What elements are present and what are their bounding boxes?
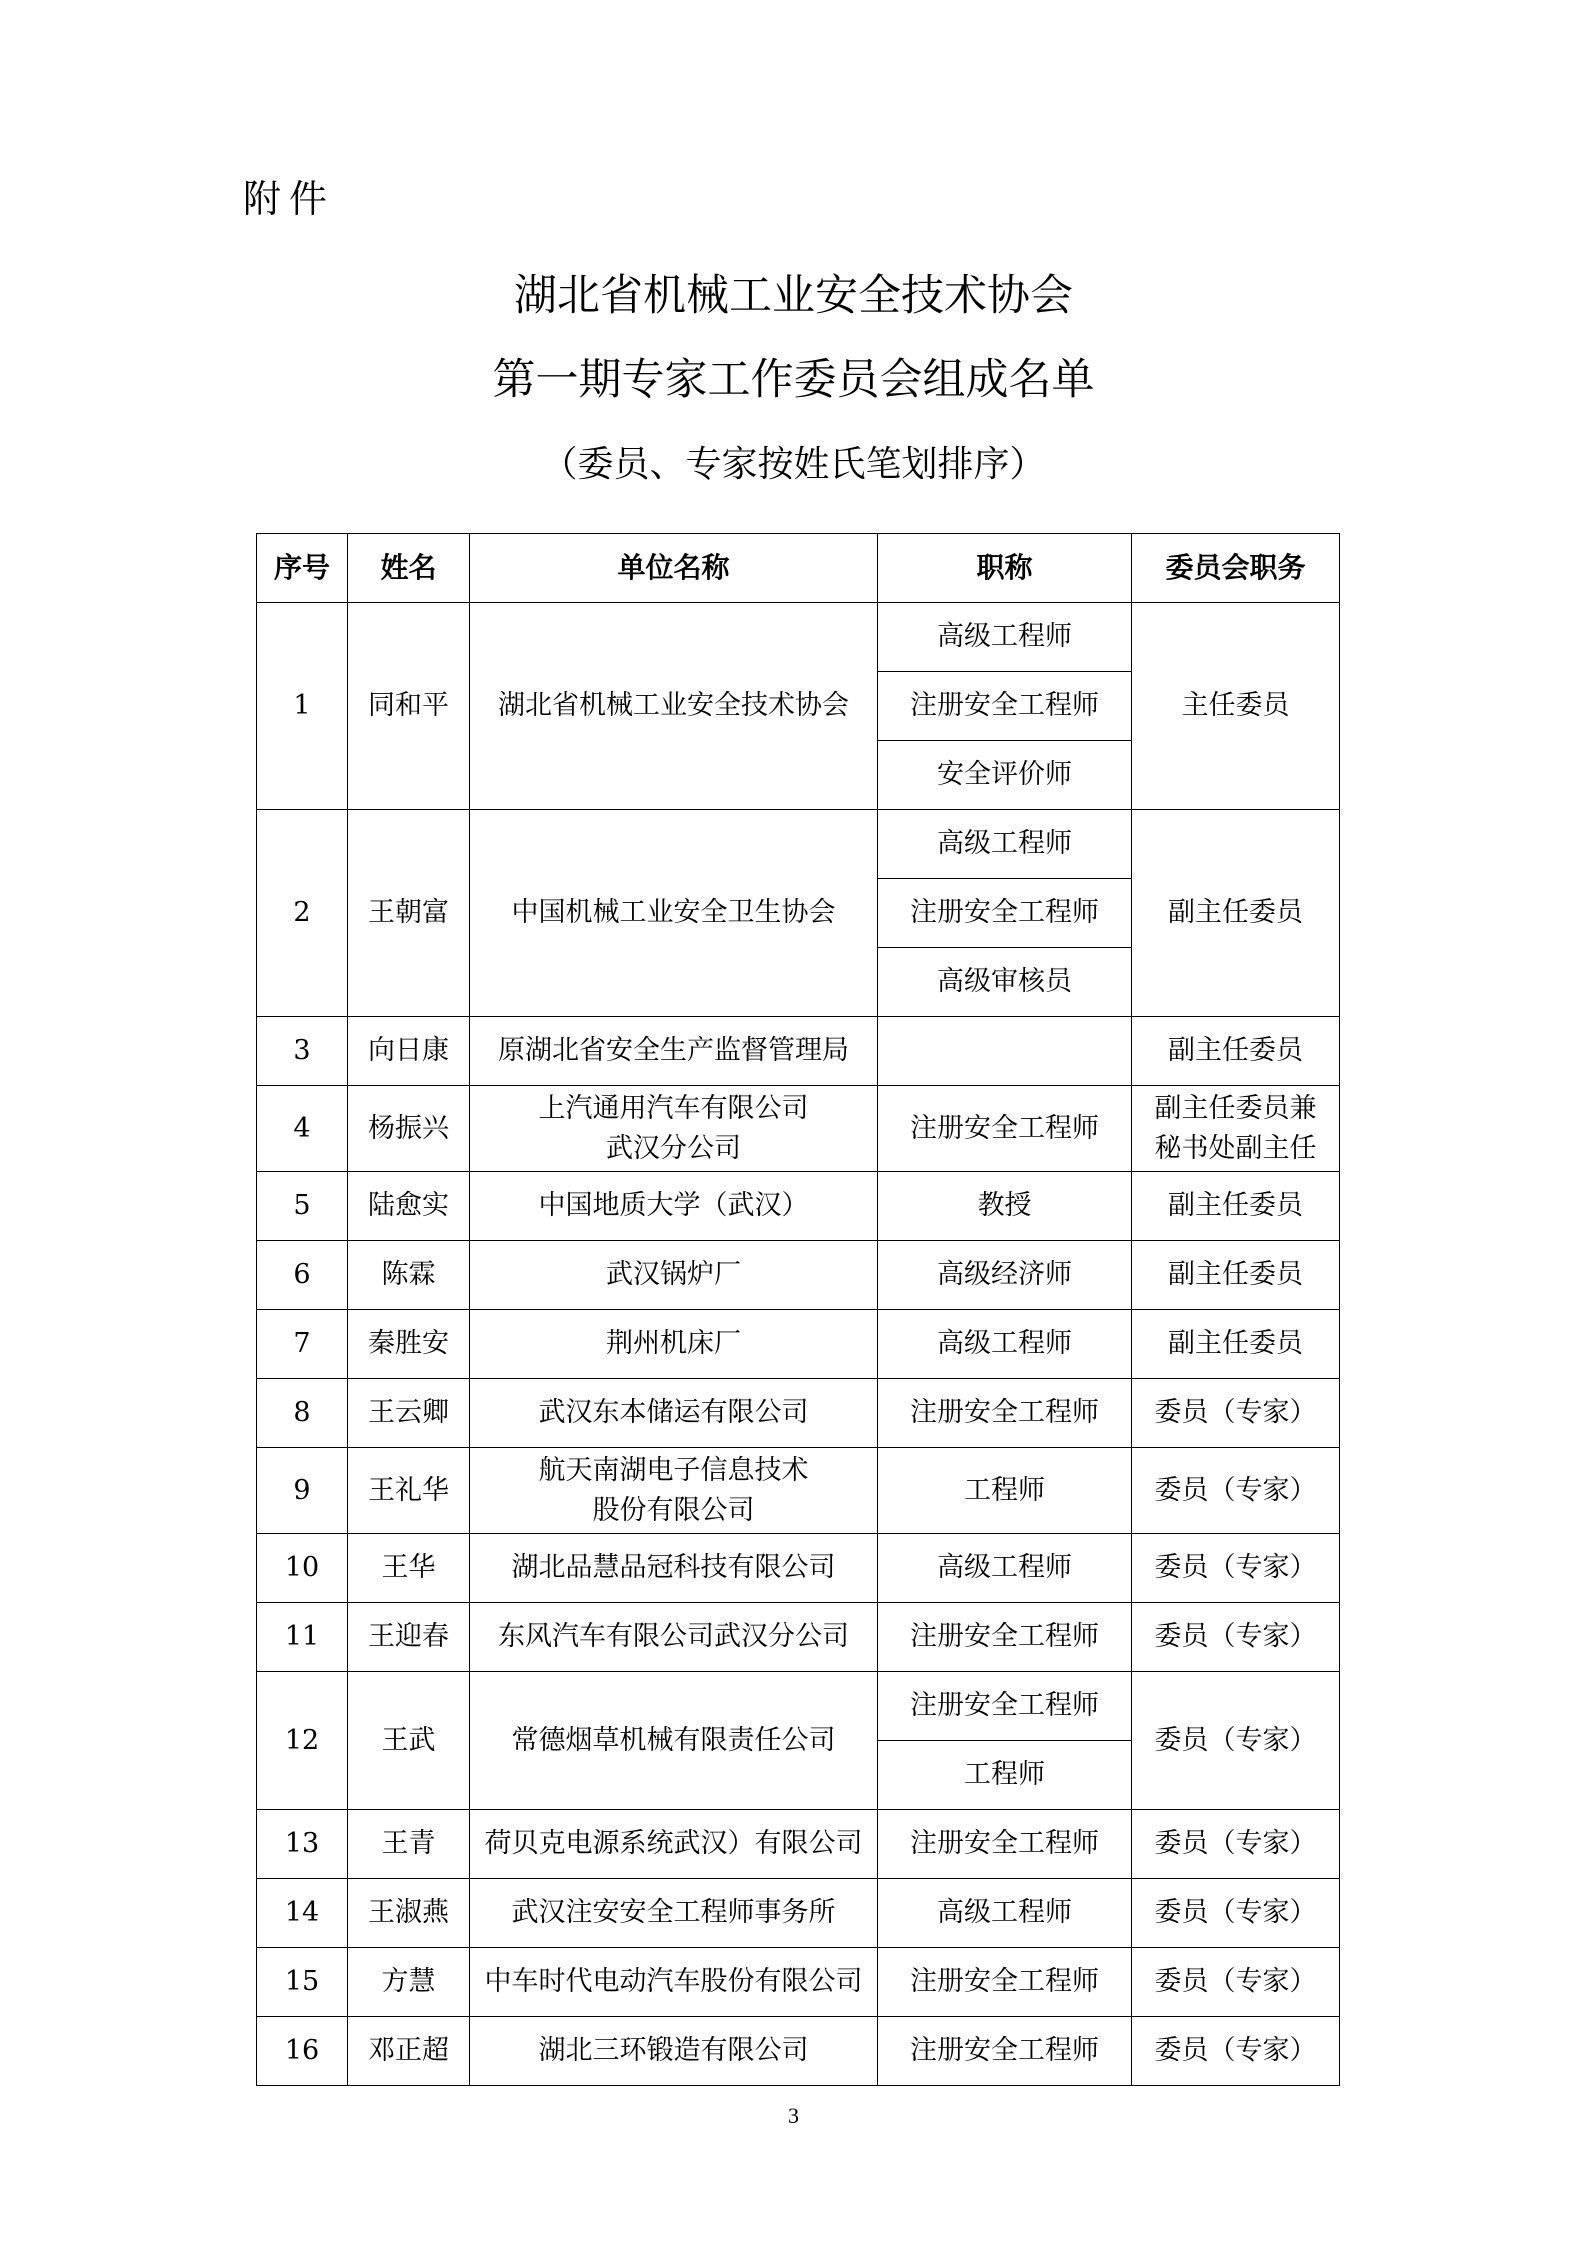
cell-title: 工程师 bbox=[878, 1448, 1132, 1534]
cell-org: 原湖北省安全生产监督管理局 bbox=[470, 1017, 878, 1086]
cell-name: 王云卿 bbox=[348, 1379, 470, 1448]
cell-role: 委员（专家） bbox=[1132, 1948, 1340, 2017]
cell-org: 湖北三环锻造有限公司 bbox=[470, 2017, 878, 2086]
cell-seq: 4 bbox=[257, 1086, 348, 1172]
cell-role-line1: 副主任委员兼 bbox=[1154, 1092, 1317, 1124]
table-row bbox=[257, 1672, 1340, 1741]
cell-seq: 9 bbox=[257, 1448, 348, 1534]
table-row bbox=[257, 1448, 1340, 1534]
cell-seq: 13 bbox=[257, 1810, 348, 1879]
cell-name: 王礼华 bbox=[348, 1448, 470, 1534]
cell-seq: 12 bbox=[257, 1672, 348, 1810]
cell-name: 王迎春 bbox=[348, 1603, 470, 1672]
cell-org: 东风汽车有限公司武汉分公司 bbox=[470, 1603, 878, 1672]
cell-role: 委员（专家） bbox=[1132, 1448, 1340, 1534]
cell-role: 委员（专家） bbox=[1132, 1534, 1340, 1603]
cell-role-line2: 秘书处副主任 bbox=[1154, 1132, 1317, 1164]
cell-seq: 16 bbox=[257, 2017, 348, 2086]
committee-roster-table bbox=[256, 533, 1340, 2086]
cell-seq: 15 bbox=[257, 1948, 348, 2017]
annex-label: 附件 bbox=[243, 177, 336, 221]
cell-org: 荆州机床厂 bbox=[470, 1310, 878, 1379]
cell-role: 委员（专家） bbox=[1132, 2017, 1340, 2086]
cell-org bbox=[470, 1448, 878, 1534]
cell-org: 荷贝克电源系统武汉）有限公司 bbox=[470, 1810, 878, 1879]
cell-title: 高级审核员 bbox=[878, 948, 1132, 1017]
cell-title: 工程师 bbox=[878, 1741, 1132, 1810]
cell-title: 注册安全工程师 bbox=[878, 672, 1132, 741]
cell-org: 湖北品慧品冠科技有限公司 bbox=[470, 1534, 878, 1603]
document-title-line1: 湖北省机械工业安全技术协会 bbox=[514, 271, 1073, 321]
cell-seq: 14 bbox=[257, 1879, 348, 1948]
cell-role: 委员（专家） bbox=[1132, 1379, 1340, 1448]
table-row bbox=[257, 1379, 1340, 1448]
cell-org: 湖北省机械工业安全技术协会 bbox=[470, 603, 878, 810]
cell-title: 注册安全工程师 bbox=[878, 1810, 1132, 1879]
header-role: 委员会职务 bbox=[1132, 534, 1340, 603]
header-title: 职称 bbox=[878, 534, 1132, 603]
table-row bbox=[257, 2017, 1340, 2086]
cell-title: 安全评价师 bbox=[878, 741, 1132, 810]
cell-title bbox=[878, 1017, 1132, 1086]
cell-role: 副主任委员 bbox=[1132, 1310, 1340, 1379]
cell-name: 王淑燕 bbox=[348, 1879, 470, 1948]
cell-name: 陈霖 bbox=[348, 1241, 470, 1310]
cell-org: 武汉锅炉厂 bbox=[470, 1241, 878, 1310]
cell-name: 同和平 bbox=[348, 603, 470, 810]
cell-title: 教授 bbox=[878, 1172, 1132, 1241]
cell-seq: 10 bbox=[257, 1534, 348, 1603]
table-row bbox=[257, 1310, 1340, 1379]
table-row bbox=[257, 1879, 1340, 1948]
cell-role: 主任委员 bbox=[1132, 603, 1340, 810]
cell-name: 王朝富 bbox=[348, 810, 470, 1017]
cell-org bbox=[470, 1086, 878, 1172]
cell-seq: 7 bbox=[257, 1310, 348, 1379]
cell-seq: 2 bbox=[257, 810, 348, 1017]
cell-seq: 6 bbox=[257, 1241, 348, 1310]
table-row bbox=[257, 1172, 1340, 1241]
cell-name: 王华 bbox=[348, 1534, 470, 1603]
cell-name: 向日康 bbox=[348, 1017, 470, 1086]
table-row bbox=[257, 603, 1340, 672]
cell-title: 高级工程师 bbox=[878, 1534, 1132, 1603]
cell-role: 委员（专家） bbox=[1132, 1603, 1340, 1672]
cell-seq: 8 bbox=[257, 1379, 348, 1448]
cell-org: 常德烟草机械有限责任公司 bbox=[470, 1672, 878, 1810]
document-subtitle: （委员、专家按姓氏笔划排序） bbox=[541, 444, 1046, 485]
cell-org-line1: 上汽通用汽车有限公司 bbox=[538, 1092, 809, 1124]
cell-name: 王武 bbox=[348, 1672, 470, 1810]
cell-org: 中国地质大学（武汉） bbox=[470, 1172, 878, 1241]
cell-org: 中车时代电动汽车股份有限公司 bbox=[470, 1948, 878, 2017]
cell-org: 中国机械工业安全卫生协会 bbox=[470, 810, 878, 1017]
cell-title: 注册安全工程师 bbox=[878, 1086, 1132, 1172]
table-row bbox=[257, 810, 1340, 879]
table-row bbox=[257, 1534, 1340, 1603]
cell-name: 陆愈实 bbox=[348, 1172, 470, 1241]
table-row bbox=[257, 1948, 1340, 2017]
cell-org-line2: 武汉分公司 bbox=[606, 1132, 741, 1164]
cell-seq: 1 bbox=[257, 603, 348, 810]
table-row bbox=[257, 1086, 1340, 1172]
cell-name: 邓正超 bbox=[348, 2017, 470, 2086]
header-org: 单位名称 bbox=[470, 534, 878, 603]
cell-title: 注册安全工程师 bbox=[878, 1379, 1132, 1448]
cell-title: 注册安全工程师 bbox=[878, 1603, 1132, 1672]
cell-org-line1: 航天南湖电子信息技术 bbox=[538, 1454, 809, 1486]
cell-org-line2: 股份有限公司 bbox=[592, 1494, 755, 1526]
table-row bbox=[257, 1241, 1340, 1310]
cell-org: 武汉注安安全工程师事务所 bbox=[470, 1879, 878, 1948]
cell-name: 方慧 bbox=[348, 1948, 470, 2017]
header-name: 姓名 bbox=[348, 534, 470, 603]
table-row bbox=[257, 1017, 1340, 1086]
cell-role: 副主任委员 bbox=[1132, 1017, 1340, 1086]
cell-role: 委员（专家） bbox=[1132, 1672, 1340, 1810]
cell-title: 注册安全工程师 bbox=[878, 1672, 1132, 1741]
cell-name: 杨振兴 bbox=[348, 1086, 470, 1172]
cell-seq: 3 bbox=[257, 1017, 348, 1086]
table-header-row bbox=[257, 534, 1340, 603]
cell-title: 注册安全工程师 bbox=[878, 1948, 1132, 2017]
cell-role bbox=[1132, 1086, 1340, 1172]
cell-seq: 11 bbox=[257, 1603, 348, 1672]
cell-title: 注册安全工程师 bbox=[878, 2017, 1132, 2086]
document-title-line2: 第一期专家工作委员会组成名单 bbox=[492, 355, 1095, 405]
cell-name: 秦胜安 bbox=[348, 1310, 470, 1379]
cell-title: 高级工程师 bbox=[878, 1879, 1132, 1948]
cell-role: 副主任委员 bbox=[1132, 1172, 1340, 1241]
table-row bbox=[257, 1810, 1340, 1879]
table-row bbox=[257, 1603, 1340, 1672]
header-seq: 序号 bbox=[257, 534, 348, 603]
cell-org: 武汉东本储运有限公司 bbox=[470, 1379, 878, 1448]
page-number: 3 bbox=[788, 2103, 799, 2128]
cell-role: 委员（专家） bbox=[1132, 1879, 1340, 1948]
cell-title: 高级工程师 bbox=[878, 810, 1132, 879]
cell-name: 王青 bbox=[348, 1810, 470, 1879]
cell-role: 副主任委员 bbox=[1132, 810, 1340, 1017]
cell-role: 副主任委员 bbox=[1132, 1241, 1340, 1310]
cell-seq: 5 bbox=[257, 1172, 348, 1241]
cell-title: 高级工程师 bbox=[878, 603, 1132, 672]
cell-title: 注册安全工程师 bbox=[878, 879, 1132, 948]
cell-title: 高级工程师 bbox=[878, 1310, 1132, 1379]
cell-title: 高级经济师 bbox=[878, 1241, 1132, 1310]
cell-role: 委员（专家） bbox=[1132, 1810, 1340, 1879]
